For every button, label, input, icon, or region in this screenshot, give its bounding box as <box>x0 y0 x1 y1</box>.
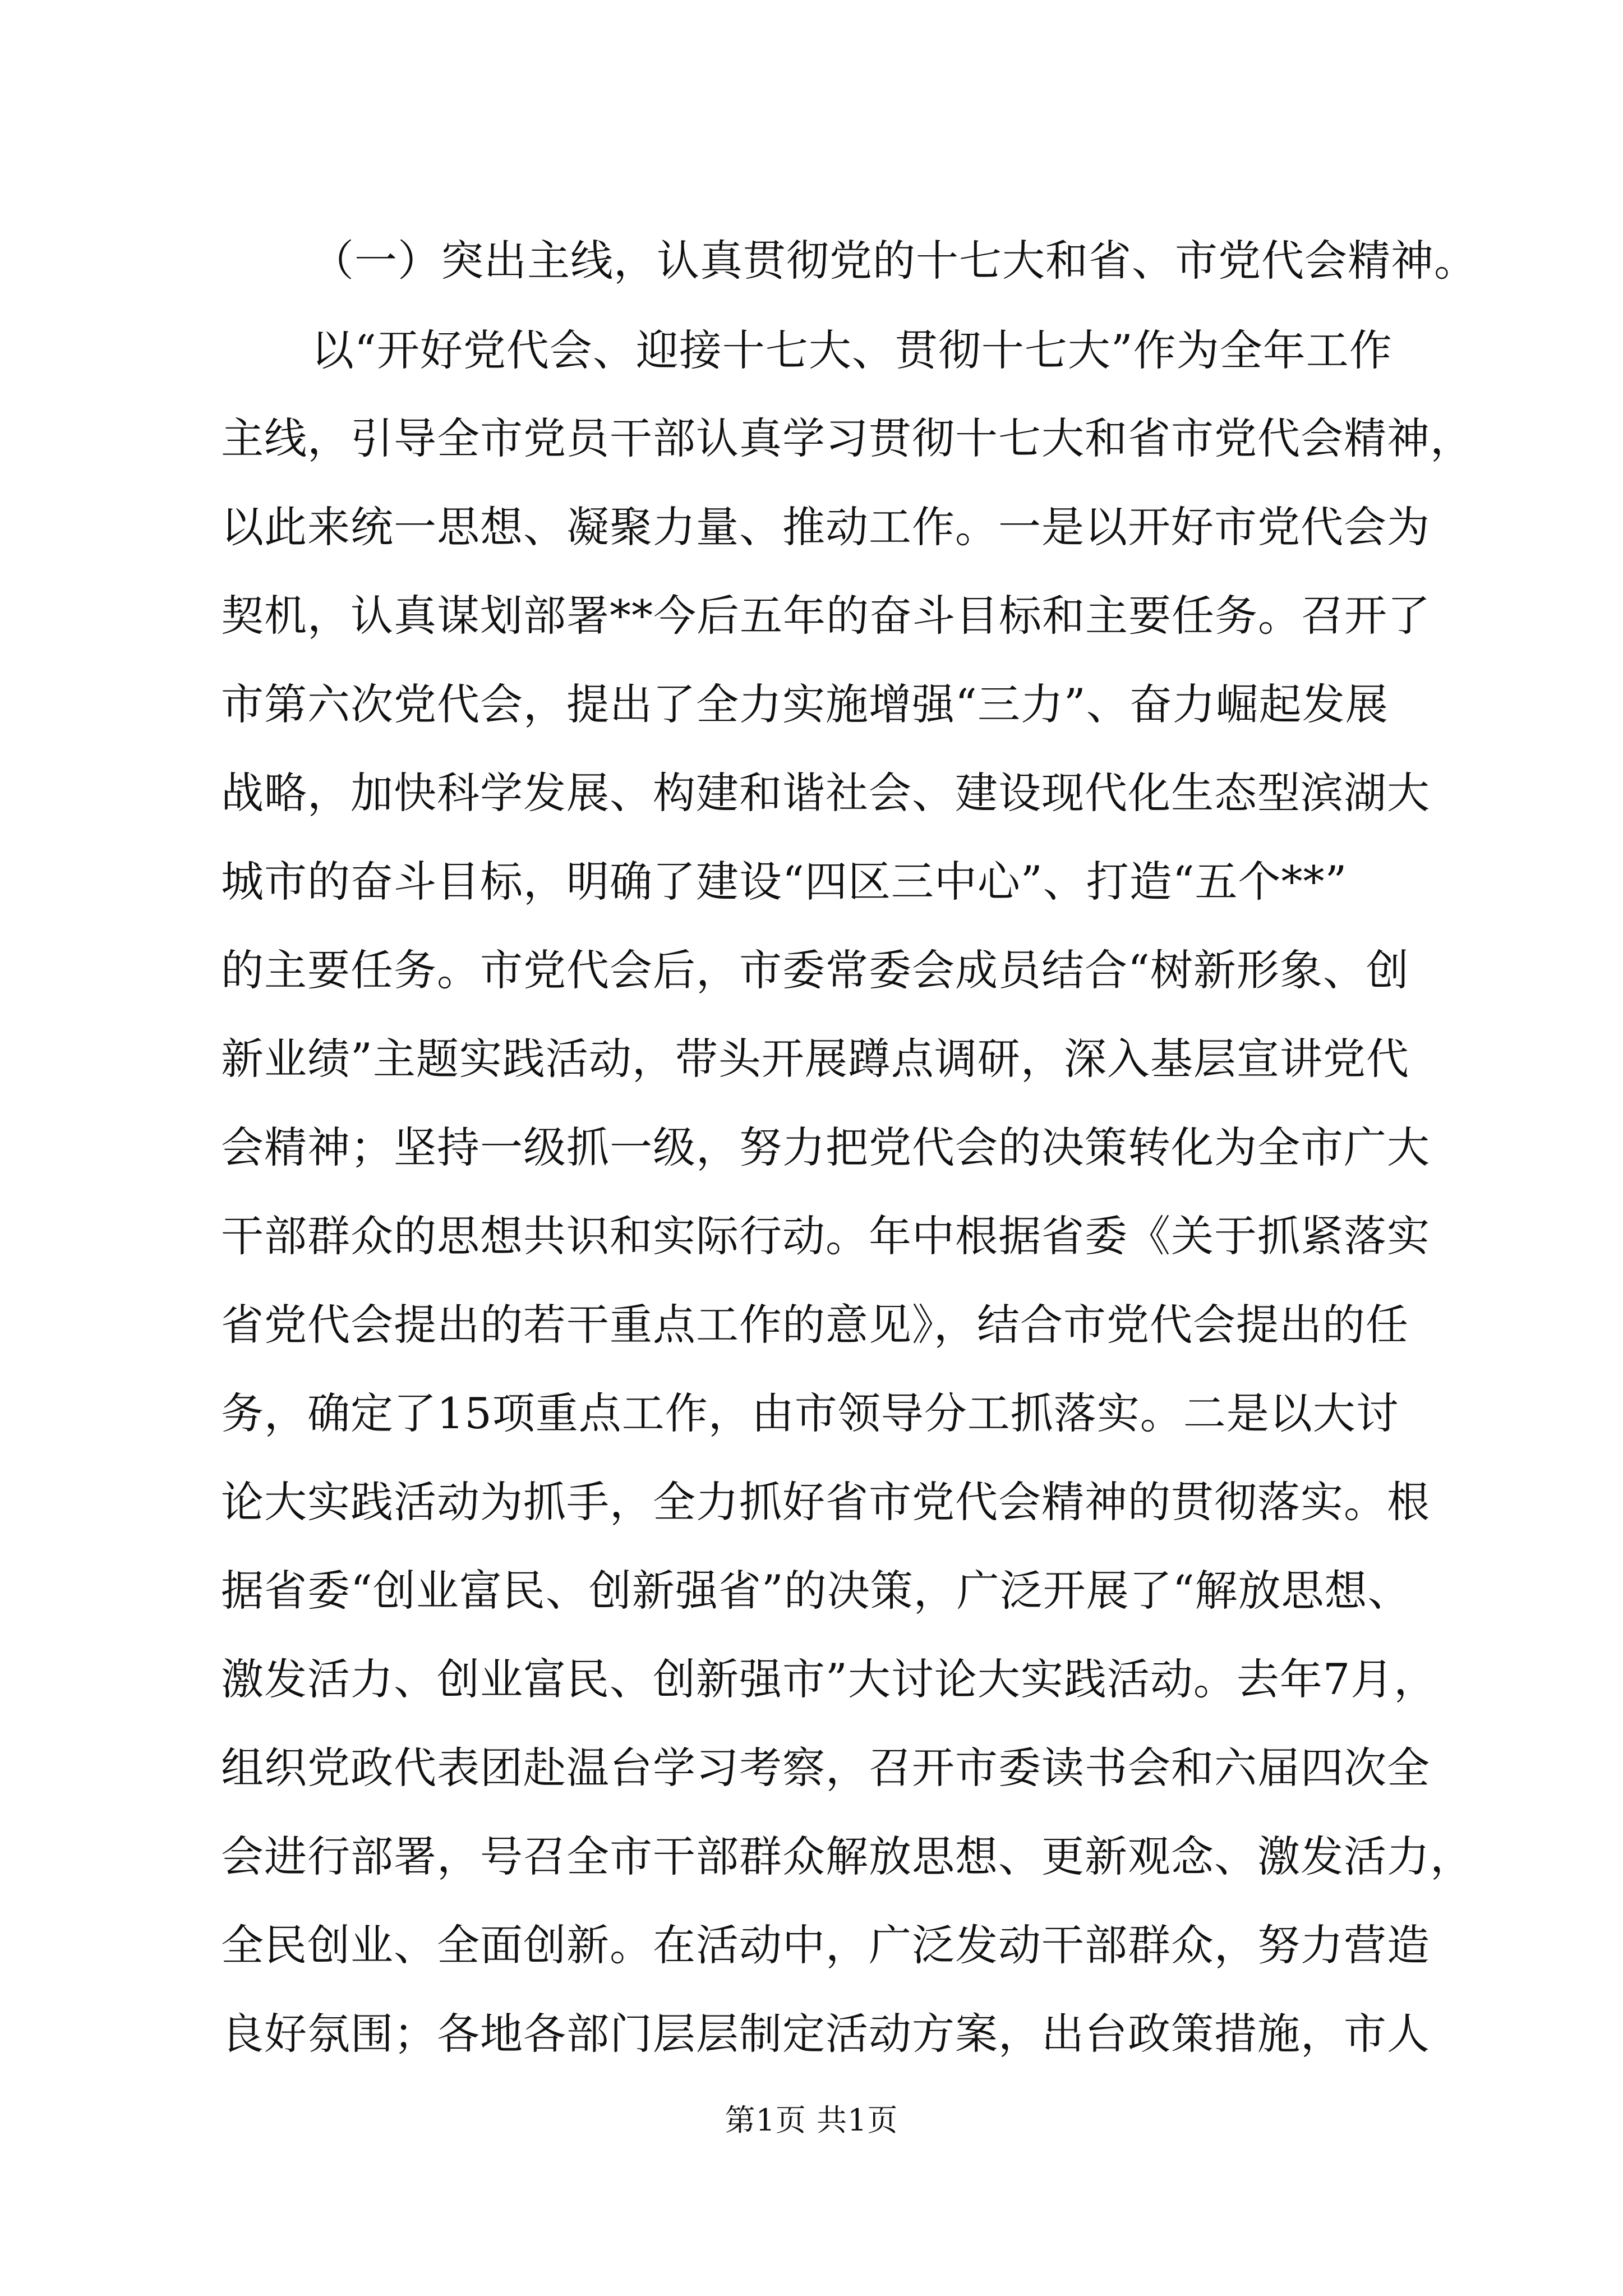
paragraph-line: 激发活力、创业富民、创新强市”大讨论大实践活动。去年7月， <box>221 1654 1437 1704</box>
paragraph-line: 以“开好党代会、迎接十七大、贯彻十七大”作为全年工作 <box>311 325 1393 375</box>
paragraph-line: 新业绩”主题实践活动，带头开展蹲点调研，深入基层宣讲党代 <box>221 1034 1409 1084</box>
paragraph-line: 会进行部署，号召全市干部群众解放思想、更新观念、激发活力， <box>221 1832 1473 1881</box>
page-number: 第1页 共1页 <box>725 2102 898 2138</box>
paragraph-line: 务，确定了15项重点工作，由市领导分工抓落实。二是以大讨 <box>221 1388 1399 1438</box>
paragraph-line: 的主要任务。市党代会后，市委常委会成员结合“树新形象、创 <box>221 945 1409 995</box>
paragraph-line: 主线，引导全市党员干部认真学习贯彻十七大和省市党代会精神， <box>221 413 1473 463</box>
paragraph-line: 良好氛围；各地各部门层层制定活动方案，出台政策措施，市人 <box>221 2009 1430 2059</box>
paragraph-line: 会精神；坚持一级抓一级，努力把党代会的决策转化为全市广大 <box>221 1122 1430 1172</box>
paragraph-line: 城市的奋斗目标，明确了建设“四区三中心”、打造“五个**” <box>221 857 1348 907</box>
paragraph-line: 论大实践活动为抓手，全力抓好省市党代会精神的贯彻落实。根 <box>221 1477 1430 1527</box>
paragraph-line: 全民创业、全面创新。在活动中，广泛发动干部群众，努力营造 <box>221 1920 1430 1970</box>
paragraph-line: 组织党政代表团赴温台学习考察，召开市委读书会和六届四次全 <box>221 1743 1430 1793</box>
paragraph-line: 市第六次党代会，提出了全力实施增强“三力”、奋力崛起发展 <box>221 679 1389 729</box>
paragraph-line: 战略，加快科学发展、构建和谐社会、建设现代化生态型滨湖大 <box>221 768 1430 818</box>
paragraph-line: 干部群众的思想共识和实际行动。年中根据省委《关于抓紧落实 <box>221 1211 1430 1261</box>
paragraph-line: 以此来统一思想、凝聚力量、推动工作。一是以开好市党代会为 <box>221 502 1430 552</box>
paragraph-line: 契机，认真谋划部署**今后五年的奋斗目标和主要任务。召开了 <box>221 591 1431 641</box>
paragraph-line: 据省委“创业富民、创新强省”的决策，广泛开展了“解放思想、 <box>221 1566 1411 1616</box>
section-heading: （一）突出主线，认真贯彻党的十七大和省、市党代会精神。 <box>311 236 1477 286</box>
paragraph-line: 省党代会提出的若干重点工作的意见》，结合市党代会提出的任 <box>221 1300 1409 1350</box>
